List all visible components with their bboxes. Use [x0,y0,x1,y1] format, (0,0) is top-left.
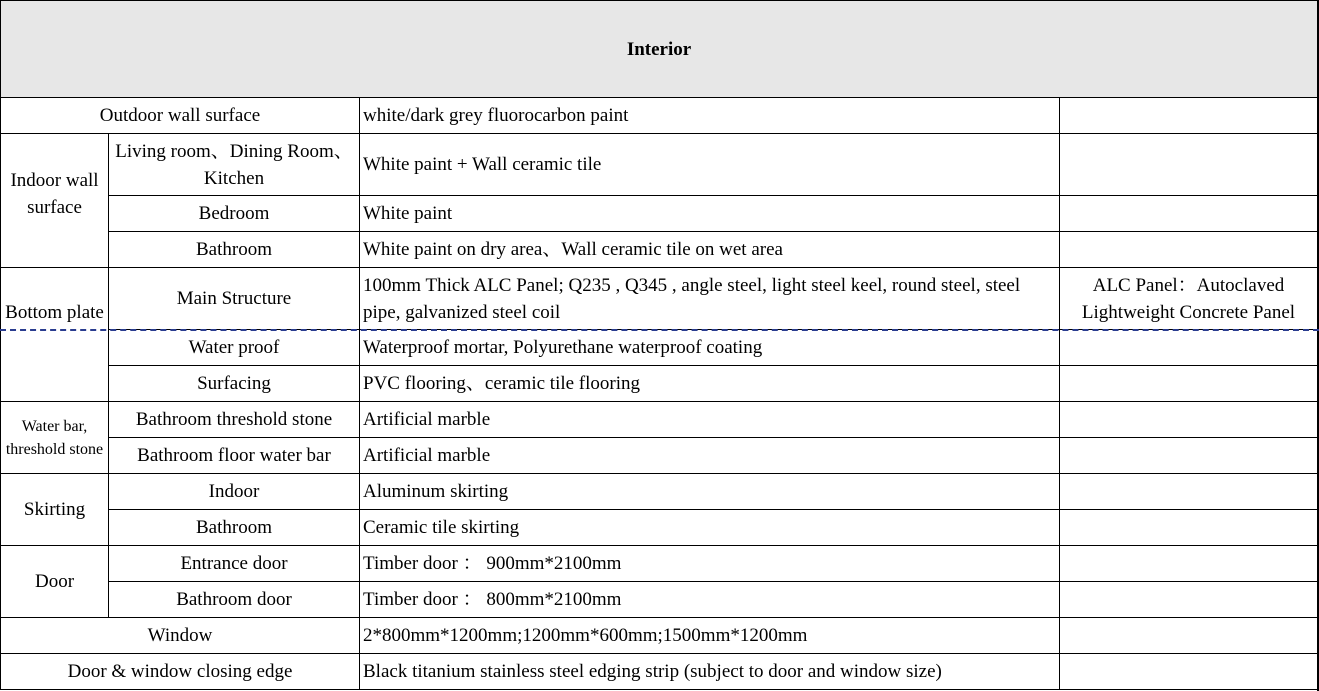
table-row [1,98,1318,134]
table-header-row [1,1,1318,98]
category-cell: Door & window closing edge [1,654,360,690]
spec-cell: Artificial marble [360,402,1060,438]
part-cell: Bathroom [109,510,360,546]
page-break-line [0,329,1319,331]
part-cell: Bathroom floor water bar [109,438,360,474]
note-cell [1060,654,1318,690]
part-cell: Entrance door [109,546,360,582]
part-cell: Surfacing [109,366,360,402]
note-cell [1060,232,1318,268]
table-row [1,618,1318,654]
note-cell [1060,134,1318,196]
spec-cell: Timber door ： 900mm*2100mm [360,546,1060,582]
spec-cell: Waterproof mortar, Polyurethane waterproof coating [360,330,1060,366]
table-row [1,330,1318,366]
table-row [1,546,1318,582]
spec-cell: White paint + Wall ceramic tile [360,134,1060,196]
table-row [1,366,1318,402]
note-cell [1060,618,1318,654]
note-cell [1060,582,1318,618]
part-cell: Bathroom door [109,582,360,618]
table-row [1,582,1318,618]
note-cell: ALC Panel：Autoclaved Lightweight Concrete Panel [1060,268,1318,330]
spec-cell: PVC flooring、ceramic tile flooring [360,366,1060,402]
spec-cell: 100mm Thick ALC Panel; Q235 , Q345 , angle steel, light steel keel, round steel, steel pipe, galvanized steel coil [360,268,1060,330]
table-row [1,232,1318,268]
table-row [1,438,1318,474]
part-cell: Bedroom [109,196,360,232]
note-cell [1060,330,1318,366]
table-title: Interior [1,1,1318,98]
category-cell: Door [1,546,109,618]
note-cell [1060,546,1318,582]
spec-cell: 2*800mm*1200mm;1200mm*600mm;1500mm*1200mm [360,618,1060,654]
note-cell [1060,438,1318,474]
spec-cell: Black titanium stainless steel edging strip (subject to door and window size) [360,654,1060,690]
part-cell: Main Structure [109,268,360,330]
spec-cell: White paint on dry area、Wall ceramic tile on wet area [360,232,1060,268]
table-row [1,268,1318,330]
spec-cell: white/dark grey fluorocarbon paint [360,98,1060,134]
part-cell: Indoor [109,474,360,510]
category-cell: Window [1,618,360,654]
spec-cell: White paint [360,196,1060,232]
table-row [1,474,1318,510]
category-cell: Outdoor wall surface [1,98,360,134]
category-cell: Indoor wall surface [1,134,109,268]
part-cell: Bathroom [109,232,360,268]
note-cell [1060,474,1318,510]
category-cell: Water bar, threshold stone [1,402,109,474]
table-row [1,654,1318,690]
table-row [1,134,1318,196]
note-cell [1060,402,1318,438]
spec-cell: Artificial marble [360,438,1060,474]
spec-cell: Aluminum skirting [360,474,1060,510]
table-row [1,402,1318,438]
category-cell: Bottom plate [1,268,109,402]
spec-cell: Ceramic tile skirting [360,510,1060,546]
note-cell [1060,196,1318,232]
category-cell: Skirting [1,474,109,546]
table-row [1,196,1318,232]
part-cell: Water proof [109,330,360,366]
note-cell [1060,98,1318,134]
note-cell [1060,366,1318,402]
table-row [1,510,1318,546]
note-cell [1060,510,1318,546]
spec-cell: Timber door ： 800mm*2100mm [360,582,1060,618]
part-cell: Bathroom threshold stone [109,402,360,438]
part-cell: Living room、Dining Room、Kitchen [109,134,360,196]
